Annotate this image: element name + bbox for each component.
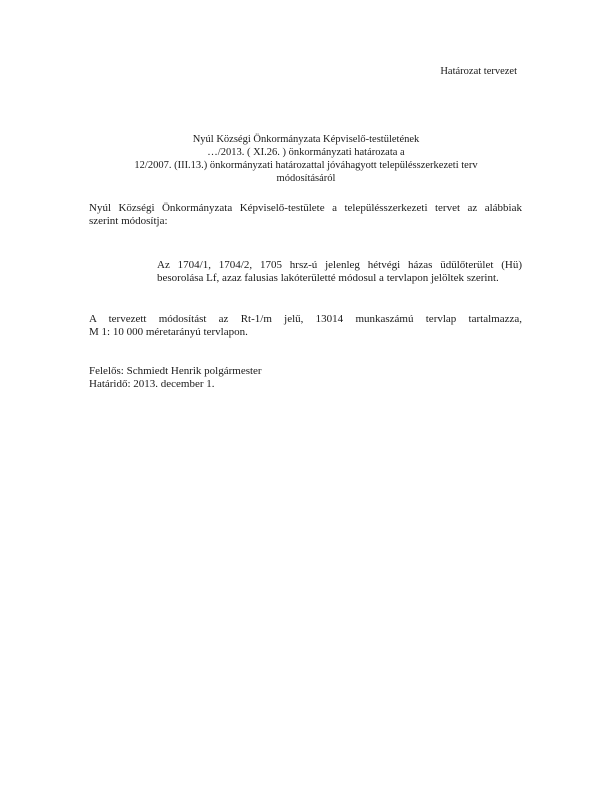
plan-sheet-paragraph (89, 313, 522, 339)
draft-status-label: Határozat tervezet (440, 66, 517, 77)
paragraph-line: besorolása Lf, azaz falusias lakóterületté módosul a tervlapon jelöltek szerint. (157, 272, 499, 284)
paragraph-line: szerint módosítja: (89, 215, 168, 227)
paragraph-line: Az 1704/1, 1704/2, 1705 hrsz-ú jelenleg hétvégi házas üdülőterület (Hü) (157, 259, 522, 271)
modification-detail-paragraph (157, 259, 522, 285)
paragraph-line: M 1: 10 000 méretarányú tervlapon. (89, 326, 248, 338)
deadline: Határidő: 2013. december 1. (89, 378, 215, 390)
document-title (90, 133, 522, 185)
title-line-2: …/2013. ( XI.26. ) önkormányzati határozata a (207, 147, 405, 158)
paragraph-line: A tervezett módosítást az Rt-1/m jelű, 13014 munkaszámú tervlap tartalmazza, (89, 313, 522, 325)
title-line-4: módosításáról (276, 173, 336, 184)
title-line-3: 12/2007. (III.13.) önkormányzati határozattal jóváhagyott településszerkezeti terv (134, 160, 478, 171)
title-line-1: Nyúl Községi Önkormányzata Képviselő-testületének (192, 134, 420, 145)
responsible-person: Felelős: Schmiedt Henrik polgármester (89, 365, 262, 377)
paragraph-line: Nyúl Községi Önkormányzata Képviselő-testülete a településszerkezeti tervet az alábbiak (89, 202, 522, 214)
resolution-intro-paragraph (89, 202, 522, 228)
responsibility-block (89, 365, 522, 391)
